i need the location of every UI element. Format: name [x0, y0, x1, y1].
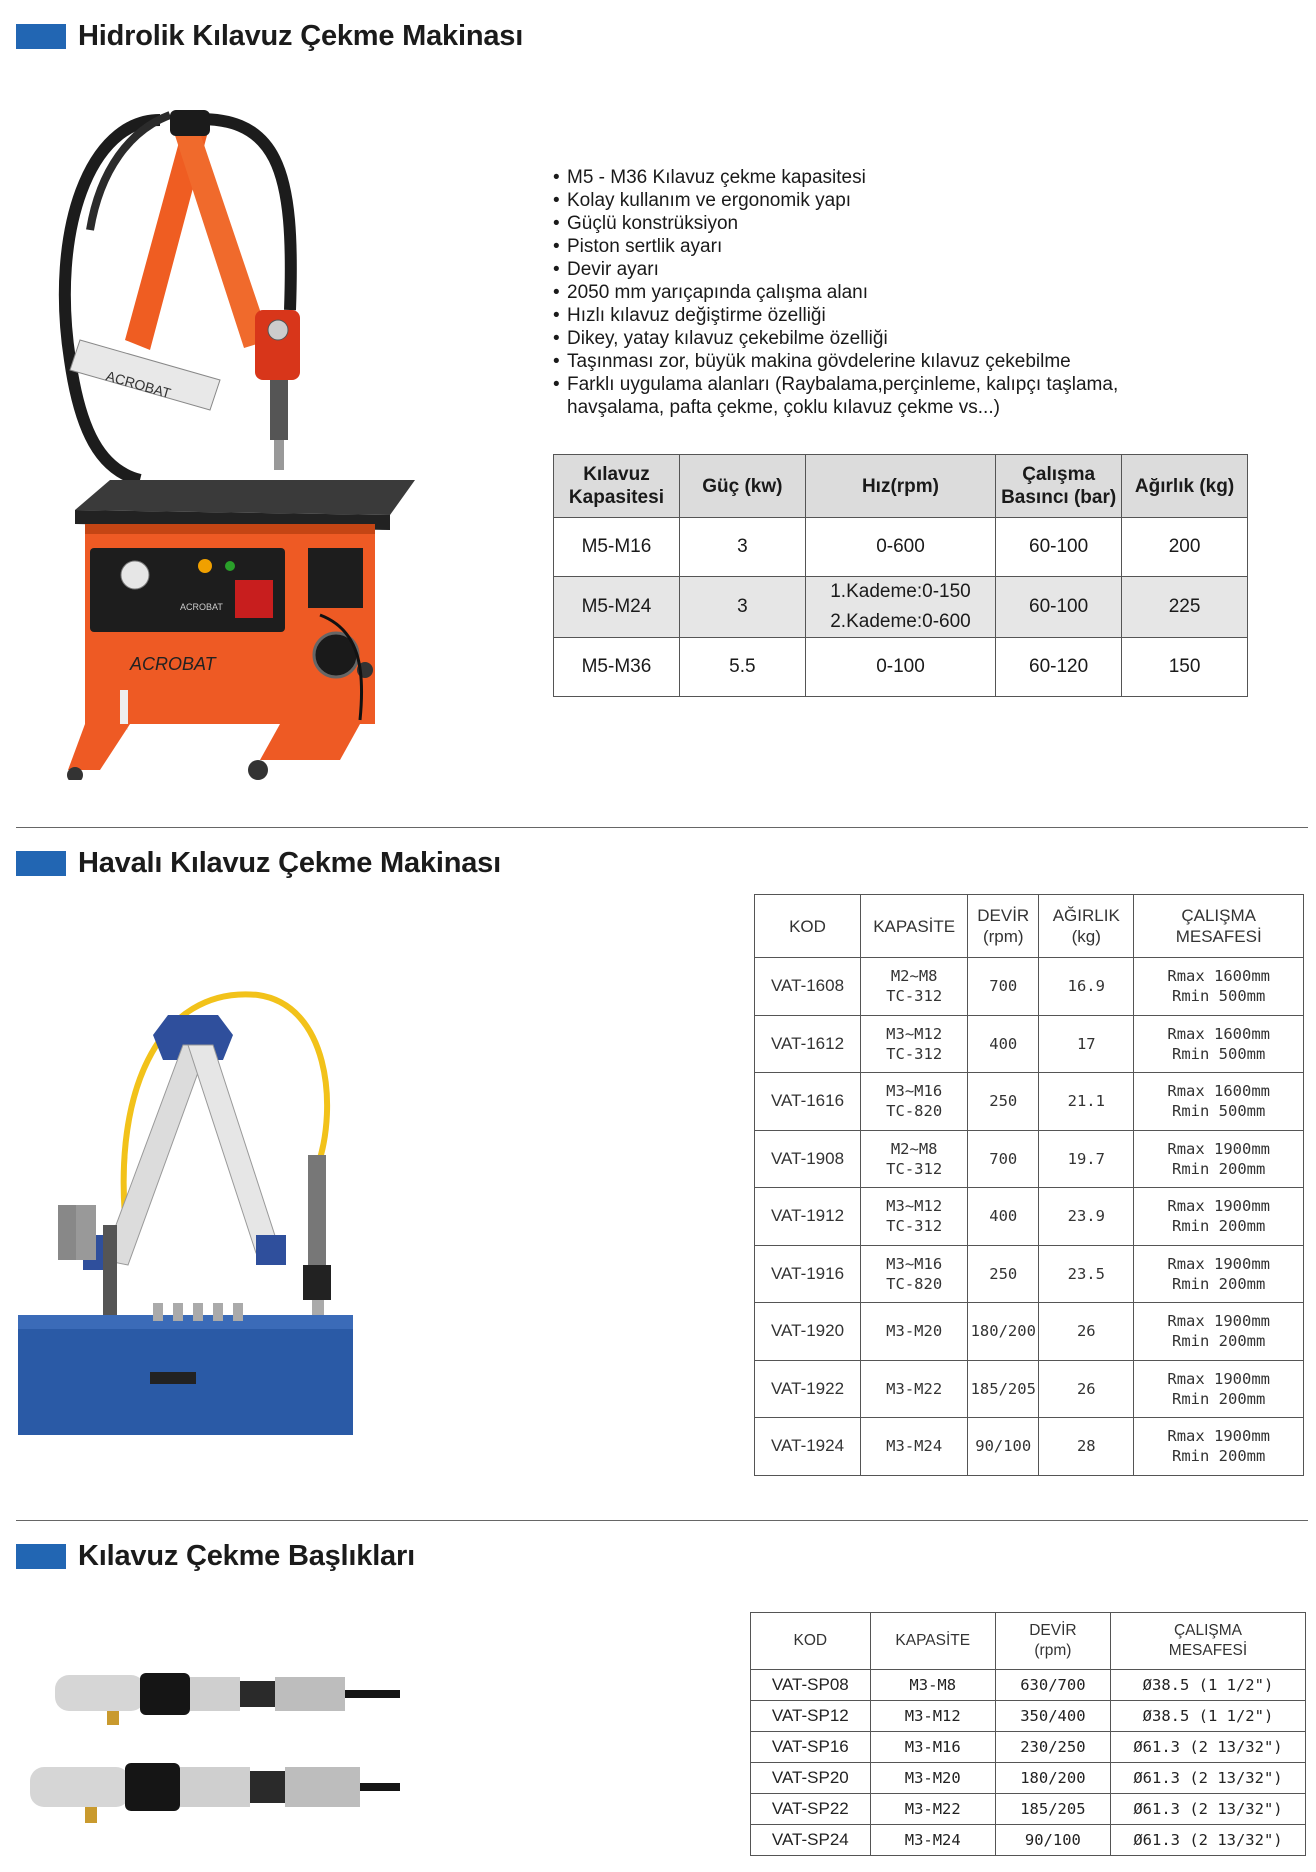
feature-item: • Devir ayarı — [553, 258, 1193, 281]
table-cell: 150 — [1122, 638, 1248, 697]
cell-line: M2~M8 — [890, 1139, 938, 1158]
table-cell: Ø61.3 (2 13/32") — [1110, 1732, 1305, 1763]
table-cell — [1039, 1418, 1134, 1476]
feature-list — [553, 166, 1193, 419]
feature-item: • Hızlı kılavuz değiştirme özelliği — [553, 304, 1193, 327]
column-header — [755, 895, 861, 958]
table-cell: 3 — [679, 518, 805, 577]
section-header-hydraulic — [16, 16, 523, 56]
table-cell — [861, 1073, 968, 1131]
table-cell: M3-M8 — [870, 1670, 995, 1701]
hydraulic-spec-table — [553, 454, 1248, 697]
brand-label-arm: ACROBAT — [104, 367, 173, 402]
cell-line: Rmin 200mm — [1172, 1274, 1266, 1293]
header-line: MESAFESİ — [1168, 1642, 1248, 1659]
table-cell — [968, 1188, 1039, 1246]
section-title: Havalı Kılavuz Çekme Makinası — [78, 846, 501, 879]
table-row — [755, 1015, 1304, 1073]
table-cell — [1134, 1073, 1304, 1131]
table-row — [755, 1245, 1304, 1303]
header-line: AĞIRLIK — [1052, 906, 1120, 925]
table-cell — [1134, 1130, 1304, 1188]
table-cell — [968, 1073, 1039, 1131]
header-line: KOD — [789, 916, 826, 936]
cell-line: 400 — [989, 1034, 1018, 1053]
column-header: Güç (kw) — [679, 455, 805, 518]
cell-line: Rmin 200mm — [1172, 1159, 1266, 1178]
cell-line: Rmax 1600mm — [1167, 1082, 1271, 1101]
speed-stage-2: 2.Kademe:0-600 — [830, 611, 971, 632]
table-cell — [968, 1245, 1039, 1303]
cell-line: 16.9 — [1067, 977, 1105, 996]
table-cell — [861, 958, 968, 1016]
table-row — [554, 518, 1248, 577]
table-cell: VAT-SP12 — [751, 1701, 871, 1732]
column-header: Kılavuz Kapasitesi — [554, 455, 680, 518]
table-cell: Ø38.5 (1 1/2") — [1110, 1670, 1305, 1701]
table-cell: M5-M16 — [554, 518, 680, 577]
feature-item: • Piston sertlik ayarı — [553, 235, 1193, 258]
table-cell — [968, 1303, 1039, 1361]
table-cell: VAT-SP08 — [751, 1670, 871, 1701]
feature-item: • M5 - M36 Kılavuz çekme kapasitesi — [553, 166, 1193, 189]
cell-line: Rmax 1900mm — [1167, 1427, 1271, 1446]
table-row — [755, 1360, 1304, 1418]
table-cell: M5-M24 — [554, 577, 680, 638]
cell-line: VAT-1616 — [770, 1091, 845, 1111]
section-title: Hidrolik Kılavuz Çekme Makinası — [78, 19, 524, 52]
cell-line: 28 — [1076, 1437, 1096, 1456]
cell-line: 21.1 — [1067, 1092, 1105, 1111]
header-line: ÇALIŞMA — [1173, 1622, 1243, 1639]
table-row — [751, 1794, 1306, 1825]
column-header — [751, 1613, 871, 1670]
table-row — [751, 1763, 1306, 1794]
table-row — [751, 1825, 1306, 1856]
section-accent-bar — [16, 851, 66, 876]
table-row — [755, 1418, 1304, 1476]
table-cell — [1039, 1015, 1134, 1073]
table-cell — [968, 1015, 1039, 1073]
table-header-row — [755, 895, 1304, 958]
table-cell: M3-M12 — [870, 1701, 995, 1732]
cell-line: Rmax 1900mm — [1167, 1197, 1271, 1216]
table-row — [751, 1701, 1306, 1732]
cell-line: Rmin 200mm — [1172, 1332, 1266, 1351]
cell-line: M3-M22 — [886, 1379, 943, 1398]
table-cell — [861, 1303, 968, 1361]
table-cell — [1039, 1130, 1134, 1188]
cell-line: Rmax 1600mm — [1167, 1024, 1271, 1043]
cell-line: TC-312 — [886, 1159, 943, 1178]
table-row — [755, 1073, 1304, 1131]
section-title: Kılavuz Çekme Başlıkları — [78, 1539, 415, 1572]
table-cell — [1134, 1303, 1304, 1361]
cell-line: VAT-1908 — [770, 1148, 845, 1168]
table-cell: M3-M20 — [870, 1763, 995, 1794]
table-body — [755, 958, 1304, 1476]
header-line: (rpm) — [982, 927, 1024, 946]
table-cell: 90/100 — [995, 1825, 1110, 1856]
table-cell — [1134, 1418, 1304, 1476]
header-line: (kg) — [1071, 927, 1101, 946]
table-cell: M3-M16 — [870, 1732, 995, 1763]
section-header-pneumatic — [16, 843, 501, 883]
section-accent-bar — [16, 24, 66, 49]
cell-line: M3-M24 — [886, 1437, 943, 1456]
table-cell — [755, 1245, 861, 1303]
table-cell: 60-100 — [996, 577, 1122, 638]
table-cell — [755, 1130, 861, 1188]
table-cell: M3-M24 — [870, 1825, 995, 1856]
speed-stage-1: 1.Kademe:0-150 — [830, 581, 971, 602]
table-cell: 60-100 — [996, 518, 1122, 577]
cell-line: 19.7 — [1067, 1149, 1105, 1168]
table-cell — [1039, 958, 1134, 1016]
table-cell — [1134, 958, 1304, 1016]
table-row — [755, 958, 1304, 1016]
table-cell — [1039, 1303, 1134, 1361]
table-cell — [1134, 1015, 1304, 1073]
section-accent-bar — [16, 1544, 66, 1569]
column-header — [1110, 1613, 1305, 1670]
table-cell — [755, 1073, 861, 1131]
cell-line: 90/100 — [975, 1437, 1032, 1456]
column-header — [1039, 895, 1134, 958]
column-header — [861, 895, 968, 958]
table-cell — [968, 1418, 1039, 1476]
feature-item: • Kolay kullanım ve ergonomik yapı — [553, 189, 1193, 212]
column-header — [995, 1613, 1110, 1670]
header-line: KOD — [793, 1632, 828, 1649]
pneumatic-spec-table — [754, 894, 1304, 1476]
header-line: DEVİR — [977, 906, 1030, 925]
cell-line: VAT-1912 — [770, 1206, 845, 1226]
column-header: Hız(rpm) — [805, 455, 995, 518]
section-divider — [16, 827, 1308, 828]
table-row — [755, 1130, 1304, 1188]
table-cell: 630/700 — [995, 1670, 1110, 1701]
cell-line: VAT-1612 — [770, 1033, 845, 1053]
table-cell: 5.5 — [679, 638, 805, 697]
cell-line: Rmin 500mm — [1172, 1102, 1266, 1121]
table-header-row — [554, 455, 1248, 518]
table-cell: VAT-SP16 — [751, 1732, 871, 1763]
table-cell — [1039, 1073, 1134, 1131]
table-cell — [1039, 1360, 1134, 1418]
feature-item: • Taşınması zor, büyük makina gövdelerine kılavuz çekebilme — [553, 350, 1193, 373]
tapping-heads-image — [25, 1655, 400, 1855]
column-header — [1134, 895, 1304, 958]
cell-line: M3~M12 — [886, 1197, 943, 1216]
table-cell — [755, 1188, 861, 1246]
cell-line: M3~M12 — [886, 1024, 943, 1043]
table-cell: 200 — [1122, 518, 1248, 577]
table-cell — [861, 1418, 968, 1476]
cell-line: Rmax 1600mm — [1167, 967, 1271, 986]
cell-line: M2~M8 — [890, 967, 938, 986]
table-cell: Ø61.3 (2 13/32") — [1110, 1763, 1305, 1794]
cell-line: 23.9 — [1067, 1207, 1105, 1226]
feature-item: • Dikey, yatay kılavuz çekebilme özelliği — [553, 327, 1193, 350]
cell-line: 26 — [1076, 1322, 1096, 1341]
feature-item: • Farklı uygulama alanları (Raybalama,perçinleme, kalıpçı taşlama, havşalama, pafta çekme, çoklu kılavuz çekme vs...) — [553, 373, 1193, 419]
cell-line: 700 — [989, 1149, 1018, 1168]
tapping-heads-spec-table — [750, 1612, 1306, 1856]
pneumatic-tapping-machine-image — [18, 975, 358, 1450]
feature-item: • Güçlü konstrüksiyon — [553, 212, 1193, 235]
table-cell: VAT-SP22 — [751, 1794, 871, 1825]
cell-line: Rmin 500mm — [1172, 987, 1266, 1006]
table-row — [751, 1670, 1306, 1701]
header-line: MESAFESİ — [1175, 927, 1262, 946]
table-row — [755, 1188, 1304, 1246]
cell-line: 23.5 — [1067, 1264, 1105, 1283]
cell-line: Rmin 500mm — [1172, 1044, 1266, 1063]
table-row — [751, 1732, 1306, 1763]
header-line: ÇALIŞMA — [1181, 906, 1256, 925]
table-cell: Ø38.5 (1 1/2") — [1110, 1701, 1305, 1732]
table-cell: VAT-SP20 — [751, 1763, 871, 1794]
cell-line: VAT-1920 — [770, 1321, 845, 1341]
table-cell: 225 — [1122, 577, 1248, 638]
table-cell — [1134, 1188, 1304, 1246]
table-cell — [755, 1015, 861, 1073]
table-row — [755, 1303, 1304, 1361]
table-cell — [755, 1303, 861, 1361]
table-header-row — [751, 1613, 1306, 1670]
table-cell — [968, 1360, 1039, 1418]
table-cell — [755, 1418, 861, 1476]
cell-line: VAT-1924 — [770, 1436, 845, 1456]
table-cell: 0-600 — [805, 518, 995, 577]
table-cell: Ø61.3 (2 13/32") — [1110, 1825, 1305, 1856]
column-header — [870, 1613, 995, 1670]
table-cell — [968, 958, 1039, 1016]
header-line: DEVİR — [1029, 1622, 1077, 1639]
table-cell — [861, 1188, 968, 1246]
column-header: Ağırlık (kg) — [1122, 455, 1248, 518]
table-cell — [861, 1360, 968, 1418]
table-cell — [968, 1130, 1039, 1188]
column-header — [968, 895, 1039, 958]
table-cell: 0-100 — [805, 638, 995, 697]
table-cell: 185/205 — [995, 1794, 1110, 1825]
cell-line: 180/200 — [970, 1322, 1036, 1341]
table-cell: M5-M36 — [554, 638, 680, 697]
cell-line: 185/205 — [970, 1379, 1036, 1398]
section-header-heads — [16, 1536, 415, 1576]
table-cell: 60-120 — [996, 638, 1122, 697]
table-cell: 230/250 — [995, 1732, 1110, 1763]
cell-line: 400 — [989, 1207, 1018, 1226]
table-cell: 3 — [679, 577, 805, 638]
cell-line: M3-M20 — [886, 1322, 943, 1341]
table-cell — [861, 1245, 968, 1303]
cell-line: VAT-1916 — [770, 1263, 845, 1283]
cell-line: Rmin 200mm — [1172, 1389, 1266, 1408]
table-body — [751, 1670, 1306, 1856]
table-cell — [755, 958, 861, 1016]
brand-label-cabinet: ACROBAT — [130, 654, 216, 674]
cell-line: 26 — [1076, 1379, 1096, 1398]
section-divider — [16, 1520, 1308, 1521]
table-cell: VAT-SP24 — [751, 1825, 871, 1856]
header-line: KAPASİTE — [895, 1632, 971, 1649]
column-header: Çalışma Basıncı (bar) — [996, 455, 1122, 518]
table-cell — [1134, 1245, 1304, 1303]
cell-line: 17 — [1076, 1034, 1096, 1053]
cell-line: Rmax 1900mm — [1167, 1312, 1271, 1331]
cell-line: VAT-1608 — [770, 976, 845, 996]
table-cell: 350/400 — [995, 1701, 1110, 1732]
cell-line: 250 — [989, 1264, 1018, 1283]
cell-line: M3~M16 — [886, 1082, 943, 1101]
cell-line: 700 — [989, 977, 1018, 996]
cell-line: Rmin 200mm — [1172, 1447, 1266, 1466]
table-cell — [861, 1015, 968, 1073]
brand-label-panel: ACROBAT — [180, 602, 223, 612]
cell-line: Rmin 200mm — [1172, 1217, 1266, 1236]
cell-line: Rmax 1900mm — [1167, 1139, 1271, 1158]
cell-line: Rmax 1900mm — [1167, 1254, 1271, 1273]
cell-line: VAT-1922 — [770, 1378, 845, 1398]
feature-item: • 2050 mm yarıçapında çalışma alanı — [553, 281, 1193, 304]
header-line: (rpm) — [1034, 1642, 1072, 1659]
table-cell-speed — [805, 577, 995, 638]
cell-line: TC-312 — [886, 1217, 943, 1236]
header-line: KAPASİTE — [873, 916, 956, 936]
table-cell — [755, 1360, 861, 1418]
cell-line: TC-312 — [886, 987, 943, 1006]
hydraulic-tapping-machine-image — [30, 110, 430, 780]
table-cell: M3-M22 — [870, 1794, 995, 1825]
table-cell — [861, 1130, 968, 1188]
cell-line: TC-820 — [886, 1274, 943, 1293]
cell-line: M3~M16 — [886, 1254, 943, 1273]
cell-line: TC-312 — [886, 1044, 943, 1063]
table-cell: Ø61.3 (2 13/32") — [1110, 1794, 1305, 1825]
table-cell — [1039, 1188, 1134, 1246]
table-cell — [1134, 1360, 1304, 1418]
cell-line: 250 — [989, 1092, 1018, 1111]
table-row — [554, 638, 1248, 697]
cell-line: Rmax 1900mm — [1167, 1369, 1271, 1388]
table-cell — [1039, 1245, 1134, 1303]
table-row — [554, 577, 1248, 638]
cell-line: TC-820 — [886, 1102, 943, 1121]
table-cell: 180/200 — [995, 1763, 1110, 1794]
